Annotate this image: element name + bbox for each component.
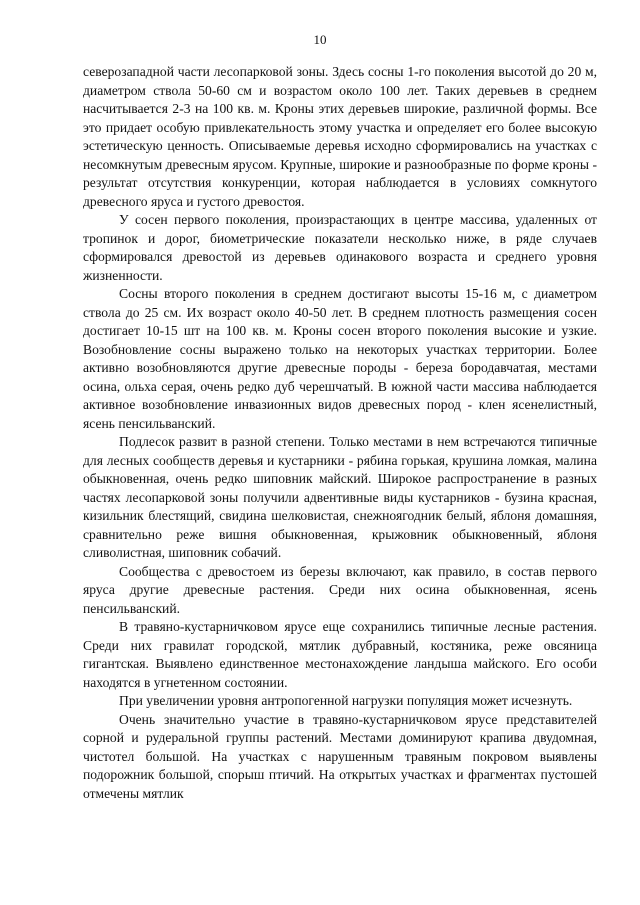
paragraph: Сообщества с древостоем из березы включают, как правило, в состав первого яруса другие древесные растения. Среди них осина обыкновенная, ясень пенсильванский.	[83, 563, 597, 616]
body-text	[83, 63, 597, 803]
paragraph: При увеличении уровня антропогенной нагрузки популяция может исчезнуть.	[119, 693, 573, 708]
paragraph: Подлесок развит в разной степени. Только местами в нем встречаются типичные для лесных сообществ деревья и кустарники - рябина горькая, крушина ломкая, малина обыкновенная, очень редко шиповник майский. Широкое распространение в разных частях лесопарковой зоны получили адвентивные виды кустарников - бузина красная, кизильник блестящий, свидина шелковистая, снежноягодник белый, яблоня домашняя, сравнительно реже вишня обыкновенная, крыжовник обыкновенный, яблоня сливолистная, шиповник собачий.	[83, 434, 597, 560]
paragraph: В травяно-кустарничковом ярусе еще сохранились типичные лесные растения. Среди них гравилат городской, мятлик дубравный, костяника, реже овсяница гигантская. Выявлено единственное местонахождение ландыша майского. Его особи находятся в угнетенном состоянии.	[83, 619, 597, 690]
paragraph: Сосны второго поколения в среднем достигают высоты 15-16 м, с диаметром ствола до 25 см. Их возраст около 40-50 лет. В среднем плотность размещения сосен достигает 10-15 шт на 100 кв. м. Кроны сосен второго поколения высокие и узкие. Возобновление сосны выражено только на некоторых участках территории. Более активно возобновляются другие древесные породы - береза бородавчатая, местами осина, ольха серая, очень редко дуб черешчатый. В южной части массива наблюдается активное возобновление инвазионных видов древесных пород - клен ясенелистный, ясень пенсильванский.	[83, 286, 597, 431]
paragraph: Очень значительно участие в травяно-кустарничковом ярусе представителей сорной и рудеральной группы растений. Местами доминируют крапива двудомная, чистотел большой. На участках с нарушенным травяным покровом выявлены подорожник большой, спорыш птичий. На открытых участках и фрагментах пустошей отмечены мятлик	[83, 711, 597, 801]
paragraph: северозападной части лесопарковой зоны. Здесь сосны 1-го поколения высотой до 20 м, диаметром ствола 50-60 см и возрастом около 100 лет. Таких деревьев в среднем насчитывается 2-3 на 100 кв. м. Кроны этих деревьев широкие, различной формы. Все это придает особую привлекательность этому участка и определяет его более высокую эстетическую ценность. Описываемые деревья исходно сформировались на участках с несомкнутым древесным ярусом. Крупные, широкие и разнообразные по форме кроны - результат отсутствия конкуренции, которая наблюдается в условиях сомкнутого древесного яруса и густого древостоя.	[83, 64, 597, 209]
paragraph: У сосен первого поколения, произрастающих в центре массива, удаленных от тропинок и дорог, биометрические показатели несколько ниже, в ряде случаев сформировался древостой из деревьев одинакового возраста и среднего уровня жизненности.	[83, 212, 597, 283]
page-number: 10	[313, 32, 327, 47]
